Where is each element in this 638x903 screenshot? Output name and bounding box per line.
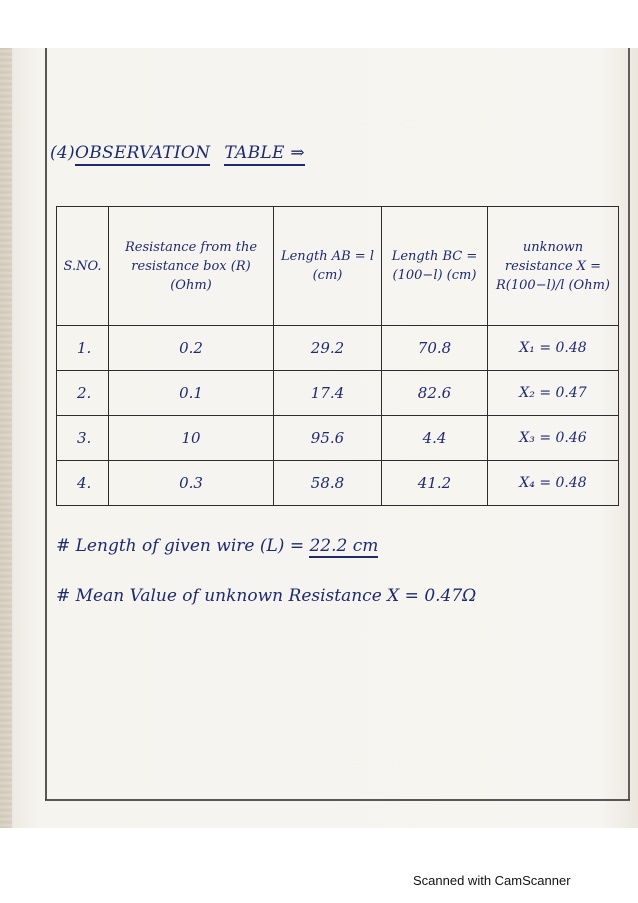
cell-length-ab: 95.6 xyxy=(274,416,382,461)
wire-length-note xyxy=(56,536,378,556)
right-margin-line xyxy=(628,48,630,800)
observation-table xyxy=(56,206,619,506)
table-header-row xyxy=(57,207,619,326)
cell-resistance: 0.3 xyxy=(109,461,274,506)
table-row xyxy=(57,461,619,506)
header-length-ab: Length AB = l (cm) xyxy=(274,207,382,326)
cell-resistance: 10 xyxy=(109,416,274,461)
scanner-watermark: Scanned with CamScanner xyxy=(413,873,571,888)
cell-unknown-resistance: X₃ = 0.46 xyxy=(488,416,619,461)
wire-length-value: 22.2 cm xyxy=(309,536,379,556)
cell-resistance: 0.1 xyxy=(109,371,274,416)
cell-resistance: 0.2 xyxy=(109,326,274,371)
mean-resistance-note xyxy=(56,586,476,606)
header-unknown-resistance: unknown resistance X = R(100−l)/l (Ohm) xyxy=(488,207,619,326)
table-row xyxy=(57,416,619,461)
table-row xyxy=(57,371,619,416)
cell-sno: 3. xyxy=(57,416,109,461)
cell-sno: 4. xyxy=(57,461,109,506)
header-resistance: Resistance from the resistance box (R) (Ohm) xyxy=(109,207,274,326)
bottom-margin-line xyxy=(45,799,630,801)
scan-top-margin xyxy=(0,0,638,48)
cell-length-ab: 17.4 xyxy=(274,371,382,416)
cell-length-bc: 41.2 xyxy=(382,461,488,506)
left-margin-line xyxy=(45,48,47,800)
wire-length-label: # Length of given wire (L) = xyxy=(56,536,305,556)
cell-unknown-resistance: X₄ = 0.48 xyxy=(488,461,619,506)
cell-unknown-resistance: X₁ = 0.48 xyxy=(488,326,619,371)
cell-sno: 1. xyxy=(57,326,109,371)
observation-heading xyxy=(50,143,305,163)
mean-resistance-value: 0.47Ω xyxy=(424,586,477,606)
heading-subtitle: TABLE ⇒ xyxy=(224,143,305,166)
mean-resistance-label: # Mean Value of unknown Resistance X = xyxy=(56,586,419,606)
cell-length-bc: 70.8 xyxy=(382,326,488,371)
heading-number: (4) xyxy=(50,143,75,163)
cell-length-ab: 58.8 xyxy=(274,461,382,506)
heading-title: OBSERVATION xyxy=(75,143,210,166)
cell-length-bc: 4.4 xyxy=(382,416,488,461)
cell-sno: 2. xyxy=(57,371,109,416)
table-row xyxy=(57,326,619,371)
header-sno: S.NO. xyxy=(57,207,109,326)
header-length-bc: Length BC = (100−l) (cm) xyxy=(382,207,488,326)
cell-length-ab: 29.2 xyxy=(274,326,382,371)
cell-unknown-resistance: X₂ = 0.47 xyxy=(488,371,619,416)
cell-length-bc: 82.6 xyxy=(382,371,488,416)
